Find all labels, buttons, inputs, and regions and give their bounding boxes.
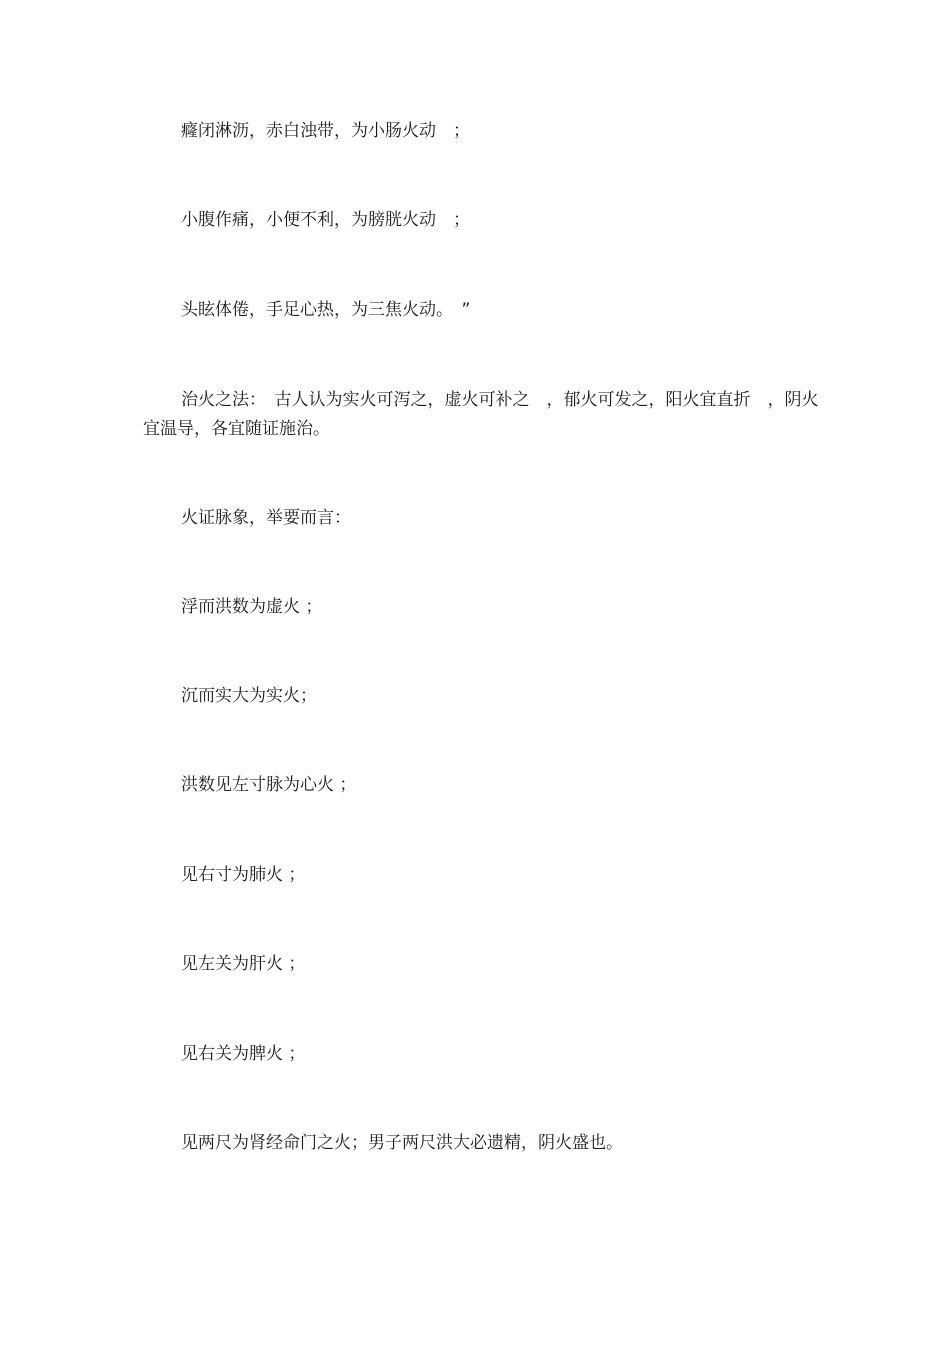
paragraph-pangguang: 小腹作痛，小便不利，为膀胱火动 ； [181,210,470,230]
paragraph-xinhuo: 洪数见左寸脉为心火 ； [181,775,357,795]
paragraph-ganhuo: 见左关为肝火 ； [181,954,306,974]
paragraph-feihuo: 见右寸为肺火 ； [181,865,306,885]
paragraph-shenhuo: 见两尺为肾经命门之火；男子两尺洪大必遗精，阴火盛也。 [181,1133,623,1153]
paragraph-treatment: 治火之法： 古人认为实火可泻之，虚火可补之 ，郁火可发之，阳火宜直折 ，阴火宜温导，各宜随证施治。 [143,390,819,439]
paragraph-sanjiao: 头眩体倦，手足心热，为三焦火动。 ” [181,300,471,320]
paragraph-xiaochang: 癃闭淋沥，赤白浊带，为小肠火动 ； [181,121,470,141]
paragraph-pihuo: 见右关为脾火 ； [181,1044,306,1064]
paragraph-shihuo: 沉而实大为实火； [181,686,317,706]
paragraph-xuhuo: 浮而洪数为虚火 ； [181,597,323,617]
paragraph-pulse-intro: 火证脉象，举要而言： [181,508,351,528]
